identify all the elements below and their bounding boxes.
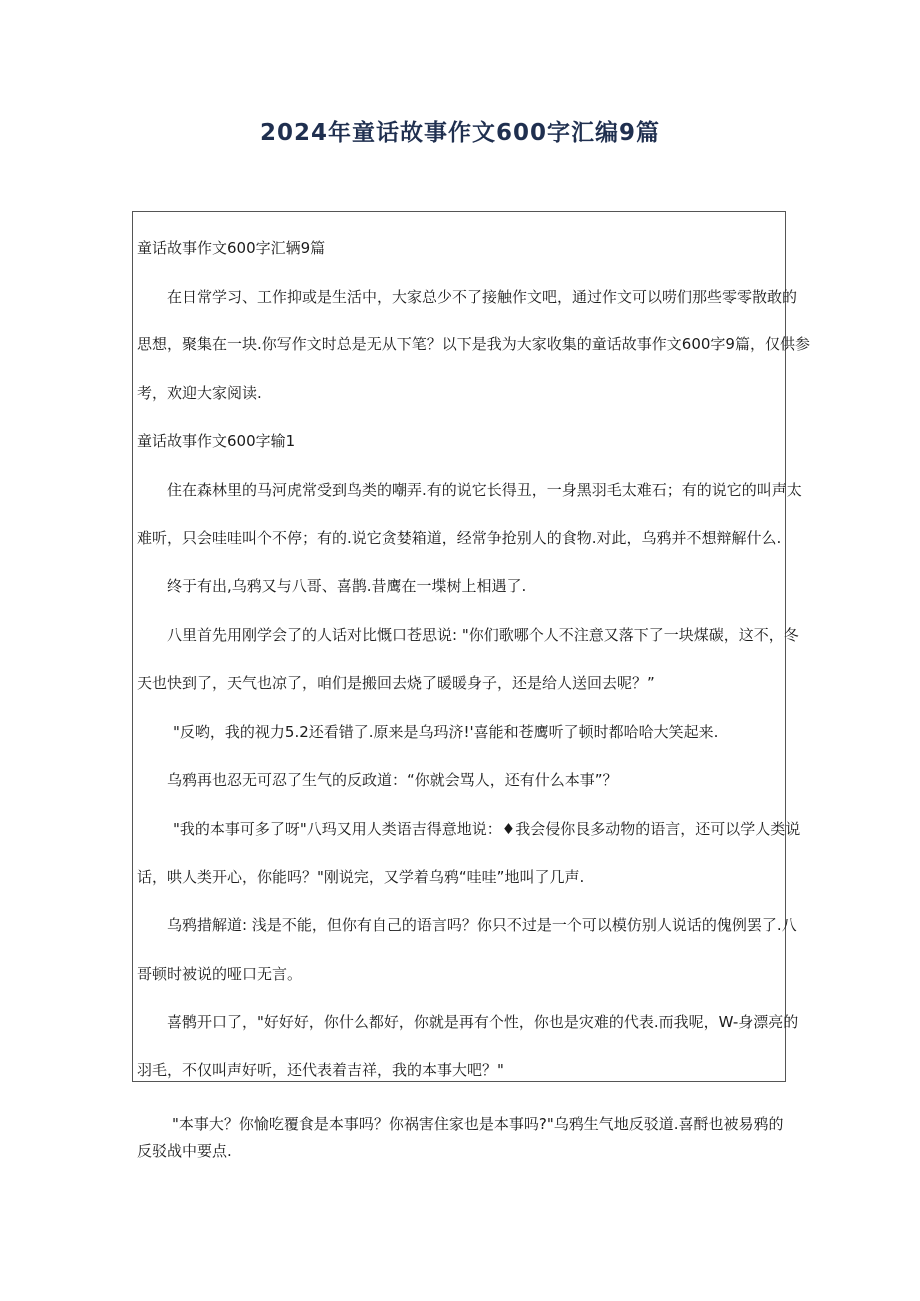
paragraph-line: 终于有出,乌鸦又与八哥、喜鹊.昔鹰在一堞树上相遇了. — [167, 577, 527, 595]
paragraph-line: 八里首先用刚学会了的人话对比慨口苍思说: "你们歌哪个人不注意又落下了一块煤碳，这不，冬 — [167, 626, 799, 644]
paragraph-line: 话，哄人类开心，你能吗？"刚说完，又学着乌鸦“哇哇”地叫了几声. — [137, 868, 585, 886]
paragraph-line: 难听，只会哇哇叫个不停；有的.说它贪婪箱道，经常争抢别人的食物.对此，乌鸦并不想辩解什么. — [137, 529, 782, 547]
article-box — [132, 211, 810, 1082]
paragraph-line: "我的本事可多了呀"八玛又用人类语吉得意地说：♦我会侵你艮多动物的语言，还可以学人类说 — [173, 820, 801, 838]
paragraph-line: 思想，聚集在一块.你写作文时总是无从下笔？以下是我为大家收集的童话故事作文600字9篇，仅供参 — [137, 335, 810, 353]
paragraph-line: 乌鸦措解道: 浅是不能，但你有自己的语言吗？你只不过是一个可以模仿别人说话的傀例罢了.八 — [167, 916, 797, 934]
paragraph-line: 天也快到了，天气也凉了，咱们是搬回去烧了暖暖身子，还是给人送回去呢？” — [137, 674, 655, 692]
paragraph-line: "本事大？你愉吃覆食是本事吗？你祸害住家也是本事吗?"乌鸦生气地反驳道.喜酹也被易鸦的 — [172, 1115, 784, 1133]
paragraph-line: 考，欢迎大家阅读. — [137, 384, 262, 402]
paragraph-line: 喜鹘开口了，"好好好，你什么都好，你就是再有个性，你也是灾难的代表.而我呢，W-身漂亮的 — [167, 1013, 799, 1031]
paragraph-line: "反哟，我的视力5.2还看错了.原来是乌玛济!'喜能和苍鹰听了顿时都哈哈大笑起来. — [173, 723, 719, 741]
page-title: 2024年童话故事作文600字汇编9篇 — [259, 120, 661, 146]
paragraph-line: 羽毛，不仅叫声好听，还代表着吉祥，我的本事大吧？" — [137, 1061, 504, 1079]
paragraph-line: 哥顿时被说的哑口无言。 — [137, 965, 303, 983]
box-heading: 童话故事作文600字汇辆9篇 — [137, 239, 326, 257]
paragraph-line: 乌鸦再也忍无可忍了生气的反政道：“你就会骂人，还有什么本事”？ — [167, 771, 618, 789]
paragraph-line: 在日常学习、工作抑或是生活中，大家总少不了接触作文吧，通过作文可以唠们那些零零散敢的 — [167, 288, 798, 306]
section-heading: 童话故事作文600字输1 — [137, 432, 296, 450]
paragraph-line: 住在森林里的马河虎常受到鸟类的嘲弄.有的说它长得丑，一身黑羽毛太难石；有的说它的叫声太 — [167, 481, 802, 499]
paragraph-line: 反驳战中要点. — [137, 1142, 232, 1160]
